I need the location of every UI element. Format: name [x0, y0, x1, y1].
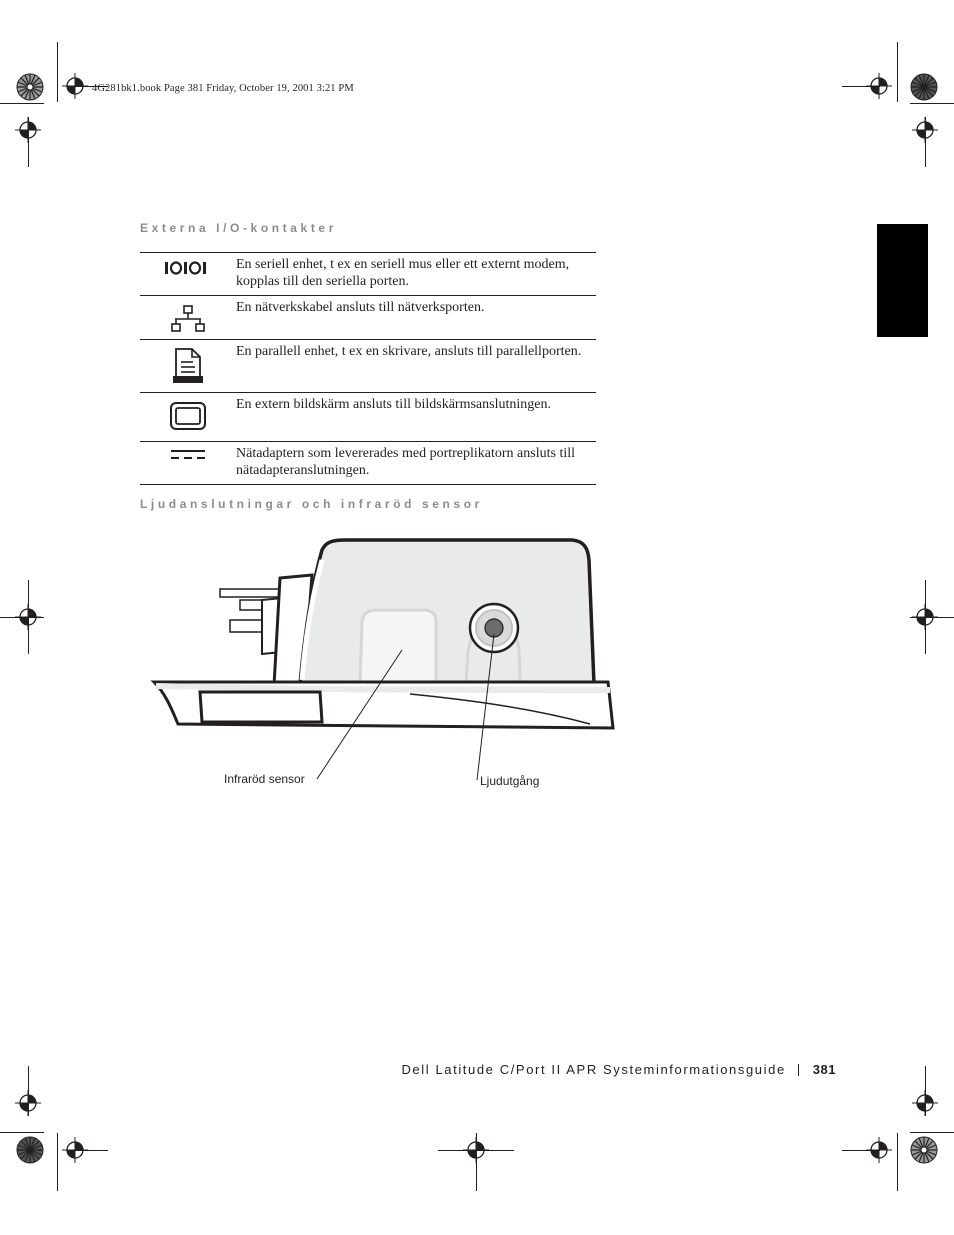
table-row: [140, 340, 596, 393]
registration-mark-icon: [912, 604, 938, 630]
thumb-tab: [877, 224, 928, 337]
color-dial-icon: [910, 73, 938, 101]
port-replicator-illustration: [150, 538, 620, 798]
network-port-icon: [170, 305, 206, 333]
color-dial-icon: [910, 1136, 938, 1164]
table-row: [140, 296, 596, 340]
registration-mark-icon: [62, 1137, 88, 1163]
io-connector-description: En parallell enhet, t ex en skrivare, ansluts till parallellporten.: [236, 344, 582, 359]
audio-out-label: Ljudutgång: [480, 774, 540, 788]
page-number: 381: [812, 1062, 836, 1077]
monitor-port-icon: [169, 401, 207, 431]
io-connector-description: Nätadaptern som levererades med portreplikatorn ansluts till nätadapteranslutningen.: [236, 446, 576, 478]
audio-section-heading: Ljudanslutningar och infraröd sensor: [140, 497, 483, 511]
infrared-sensor-label: Infraröd sensor: [224, 772, 305, 786]
footer-title: Dell Latitude C/Port II APR Systeminformationsguide: [401, 1062, 786, 1077]
io-section-heading: Externa I/O-kontakter: [140, 221, 337, 235]
print-info: 4G281bk1.book Page 381 Friday, October 19, 2001 3:21 PM: [92, 83, 354, 94]
table-row: [140, 442, 596, 485]
registration-mark-icon: [912, 1090, 938, 1116]
color-dial-icon: [16, 73, 44, 101]
registration-mark-icon: [866, 1137, 892, 1163]
parallel-port-icon: [171, 347, 205, 385]
registration-mark-icon: [912, 117, 938, 143]
registration-mark-icon: [62, 73, 88, 99]
registration-mark-icon: [463, 1137, 489, 1163]
dc-power-icon: [170, 448, 206, 460]
table-row: [140, 253, 596, 296]
io-connector-description: En extern bildskärm ansluts till bildskärmsanslutningen.: [236, 397, 551, 412]
color-dial-icon: [16, 1136, 44, 1164]
io-connector-description: En seriell enhet, t ex en seriell mus eller ett externt modem, kopplas till den seriella porten.: [236, 257, 570, 289]
io-connector-table: [140, 252, 596, 485]
io-connector-description: En nätverkskabel ansluts till nätverksporten.: [236, 300, 485, 315]
page-footer: [401, 1062, 836, 1077]
registration-mark-icon: [15, 604, 41, 630]
registration-mark-icon: [15, 1090, 41, 1116]
footer-separator: [798, 1064, 799, 1076]
table-row: [140, 393, 596, 442]
registration-mark-icon: [15, 117, 41, 143]
serial-port-icon: [164, 260, 212, 276]
registration-mark-icon: [866, 73, 892, 99]
